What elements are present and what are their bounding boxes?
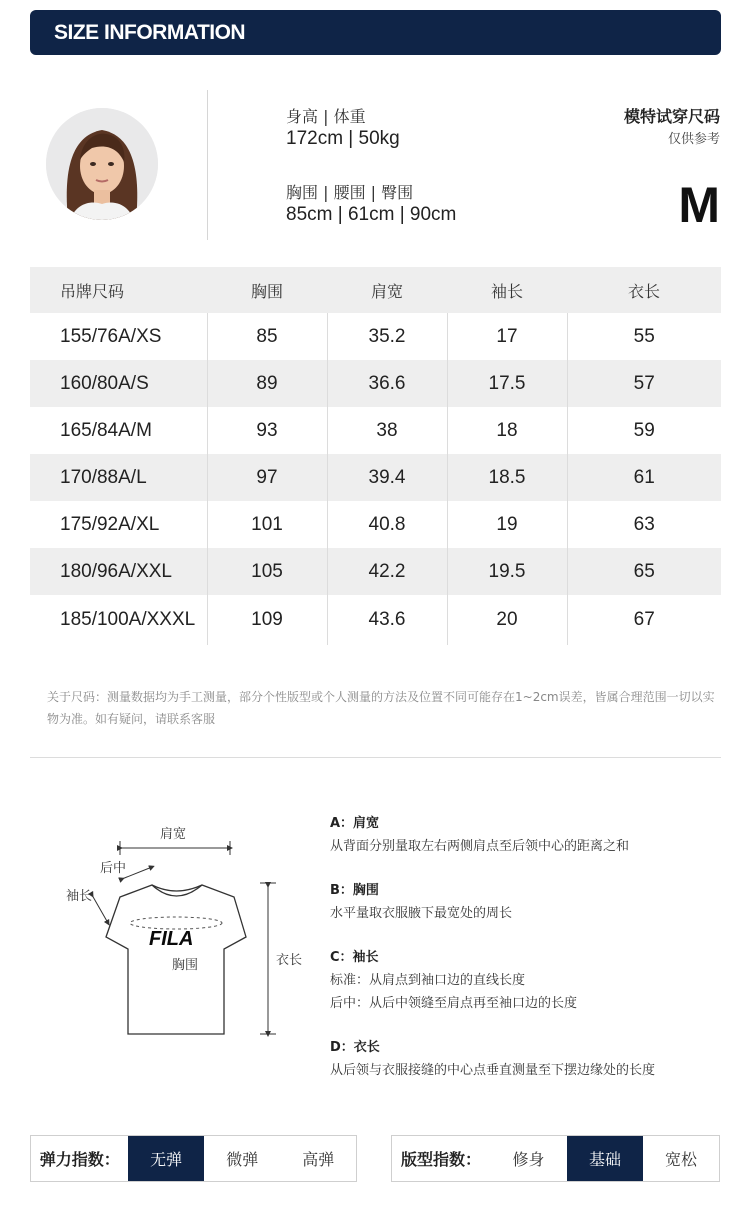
cell-tag-size: 160/80A/S — [30, 360, 207, 407]
cell-length: 63 — [567, 501, 721, 548]
cell-chest: 101 — [207, 501, 327, 548]
definition-text: 后中：从后中领缝至肩点再至袖口边的长度 — [330, 996, 578, 1011]
cell-sleeve: 20 — [447, 595, 567, 645]
cell-shoulder: 36.6 — [327, 360, 447, 407]
cell-sleeve: 19.5 — [447, 548, 567, 595]
definition-length — [330, 1036, 655, 1082]
elasticity-option-slight: 微弹 — [226, 1150, 259, 1169]
model-fit-size: M — [678, 177, 720, 233]
table-row — [30, 595, 721, 645]
cell-length: 55 — [567, 313, 721, 360]
header-chest: 胸围 — [207, 267, 327, 313]
definition-title: C：袖长 — [330, 950, 379, 965]
label-sleeve: 袖长 — [66, 889, 93, 904]
table-row — [30, 407, 721, 454]
cell-shoulder: 38 — [327, 407, 447, 454]
cell-shoulder: 39.4 — [327, 454, 447, 501]
cell-chest: 105 — [207, 548, 327, 595]
cell-sleeve: 17.5 — [447, 360, 567, 407]
elasticity-index — [30, 1135, 357, 1182]
definition-text: 水平量取衣服腋下最宽处的周长 — [330, 906, 513, 921]
elasticity-option-high: 高弹 — [302, 1150, 335, 1169]
header-tag-size: 吊牌尺码 — [30, 267, 207, 313]
cell-length: 61 — [567, 454, 721, 501]
cell-tag-size: 170/88A/L — [30, 454, 207, 501]
cell-chest: 93 — [207, 407, 327, 454]
size-table — [30, 267, 721, 645]
body-measure-label: 胸围 | 腰围 | 臀围 — [286, 183, 414, 202]
table-row — [30, 454, 721, 501]
cell-shoulder: 42.2 — [327, 548, 447, 595]
measurement-note: 关于尺码：测量数据均为手工测量，部分个性版型或个人测量的方法及位置不同可能存在1~2cm误差，皆属合理范围一切以实物为准。如有疑问，请联系客服 — [47, 690, 715, 726]
table-row — [30, 501, 721, 548]
definition-title: D：衣长 — [330, 1040, 380, 1055]
header-shoulder: 肩宽 — [327, 267, 447, 313]
definition-title: B：胸围 — [330, 883, 379, 898]
table-row — [30, 313, 721, 360]
cell-chest: 89 — [207, 360, 327, 407]
definition-text: 从背面分别量取左右两侧肩点至后领中心的距离之和 — [330, 839, 630, 854]
cell-tag-size: 185/100A/XXXL — [60, 609, 196, 630]
tshirt-diagram — [60, 815, 320, 1045]
cell-sleeve: 18 — [447, 407, 567, 454]
label-shoulder: 肩宽 — [160, 827, 187, 842]
cell-tag-size: 155/76A/XS — [60, 325, 162, 347]
cell-sleeve: 17 — [447, 313, 567, 360]
fit-option-basic: 基础 — [567, 1136, 643, 1181]
body-measure-value: 85cm | 61cm | 90cm — [286, 204, 457, 225]
divider-horizontal — [30, 757, 721, 758]
header-length: 衣长 — [567, 267, 721, 313]
label-chest: 胸围 — [172, 958, 199, 973]
cell-sleeve: 19 — [447, 501, 567, 548]
cell-length: 57 — [567, 360, 721, 407]
definition-text: 从后领与衣服接缝的中心点垂直测量至下摆边缘处的长度 — [330, 1063, 656, 1078]
divider-vertical — [207, 90, 208, 240]
fit-option-loose: 宽松 — [664, 1150, 697, 1169]
cell-length: 65 — [567, 548, 721, 595]
fit-type-label: 版型指数： — [400, 1150, 481, 1169]
cell-length: 59 — [567, 407, 721, 454]
cell-shoulder: 40.8 — [327, 501, 447, 548]
model-fit-title: 模特试穿尺码 — [623, 107, 720, 126]
cell-tag-size: 175/92A/XL — [60, 513, 160, 535]
definition-shoulder — [330, 812, 629, 858]
header-sleeve: 袖长 — [447, 267, 567, 313]
table-row — [30, 360, 721, 407]
label-back-center: 后中 — [100, 861, 127, 876]
cell-shoulder: 43.6 — [327, 595, 447, 645]
elasticity-label: 弹力指数： — [39, 1150, 120, 1169]
cell-tag-size: 180/96A/XXL — [30, 548, 207, 595]
height-weight-value: 172cm | 50kg — [286, 128, 400, 149]
model-avatar — [46, 108, 158, 220]
cell-shoulder: 35.2 — [327, 313, 447, 360]
cell-chest: 109 — [207, 595, 327, 645]
label-length: 衣长 — [276, 953, 303, 968]
definition-title: A：肩宽 — [330, 816, 380, 831]
size-information-header: SIZE INFORMATION — [30, 10, 721, 55]
definition-sleeve — [330, 946, 577, 1015]
cell-chest: 85 — [207, 313, 327, 360]
cell-sleeve: 18.5 — [447, 454, 567, 501]
cell-length: 67 — [567, 595, 721, 645]
table-header-row — [30, 267, 721, 313]
cell-chest: 97 — [207, 454, 327, 501]
table-row — [30, 548, 721, 595]
model-fit-subtitle: 仅供参考 — [667, 132, 720, 147]
fila-logo: FILA — [149, 928, 194, 950]
fit-type-index — [391, 1135, 720, 1182]
height-weight-label: 身高 | 体重 — [286, 107, 366, 126]
cell-tag-size: 165/84A/M — [60, 419, 152, 441]
definition-text: 标准：从肩点到袖口边的直线长度 — [330, 973, 526, 988]
elasticity-option-none: 无弹 — [128, 1136, 204, 1181]
fit-option-slim: 修身 — [512, 1150, 545, 1169]
definition-chest — [330, 879, 512, 925]
